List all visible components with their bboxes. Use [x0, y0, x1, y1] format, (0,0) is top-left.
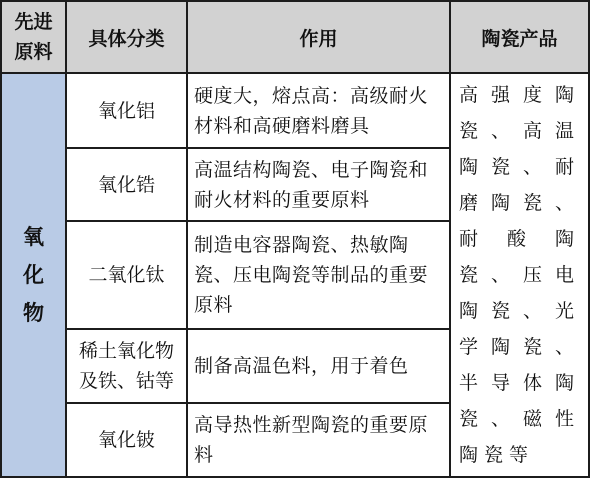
header-raw-material: [1, 1, 66, 73]
header-raw-material-line1: 先进: [14, 11, 53, 33]
function-cell: 制造电容器陶瓷、热敏陶瓷、压电陶瓷等制品的重要原料: [187, 221, 450, 329]
function-cell: 硬度大，熔点高：高级耐火材料和高硬磨料磨具: [187, 73, 450, 148]
material-cell: 二氧化钛: [66, 221, 187, 329]
category-char-3: 物: [23, 301, 44, 325]
category-char-2: 化: [23, 263, 44, 287]
material-cell: 氧化铍: [66, 403, 187, 477]
header-products: 陶瓷产品: [450, 1, 589, 73]
material-cell: 氧化铝: [66, 73, 187, 148]
header-function: 作用: [187, 1, 450, 73]
function-cell: 制备高温色料，用于着色: [187, 329, 450, 403]
material-cell: 氧化锆: [66, 148, 187, 221]
category-char-1: 氧: [23, 225, 44, 249]
function-cell: 高导热性新型陶瓷的重要原料: [187, 403, 450, 477]
function-cell: 高温结构陶瓷、电子陶瓷和耐火材料的重要原料: [187, 148, 450, 221]
header-classification: 具体分类: [66, 1, 187, 73]
products-cell: 高强度陶瓷、高温陶瓷、耐磨陶瓷、耐酸陶瓷、压电陶瓷、光学陶瓷、半导体陶瓷、磁性陶瓷等: [450, 73, 589, 477]
category-cell: [1, 73, 66, 477]
material-cell: 稀土氧化物及铁、钴等: [66, 329, 187, 403]
header-raw-material-line2: 原料: [14, 41, 53, 63]
table-row: [1, 73, 589, 148]
header-row: [1, 1, 589, 73]
